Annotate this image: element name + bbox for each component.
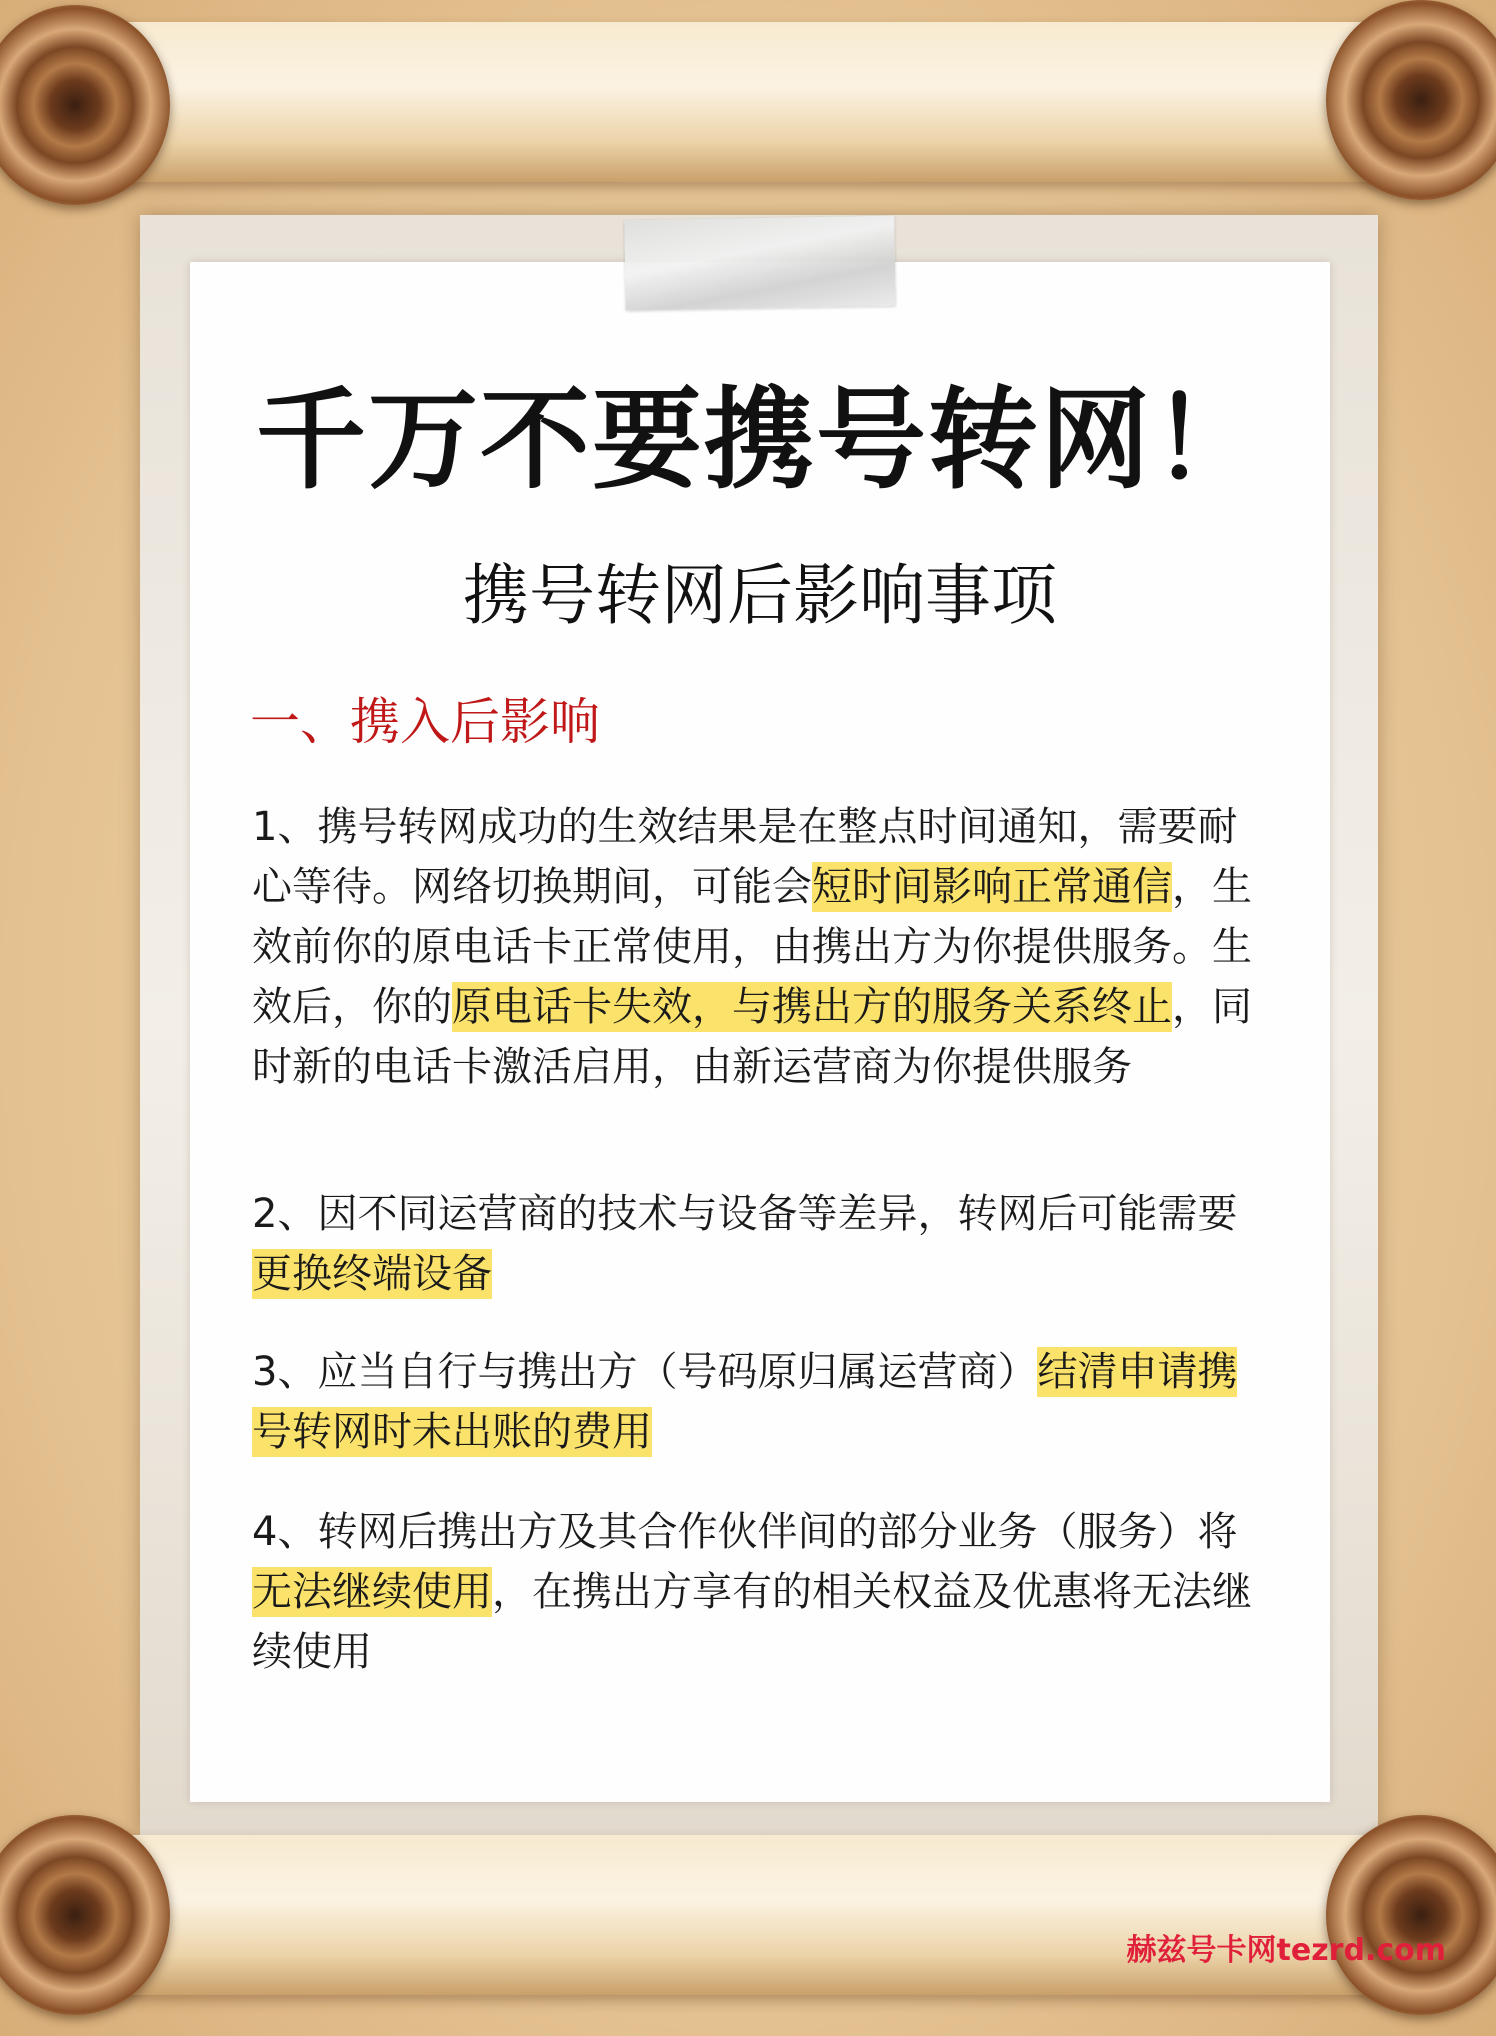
- page-title: 千万不要携号转网！: [256, 376, 1264, 504]
- page-subtitle: 携号转网后影响事项: [463, 557, 1057, 634]
- highlighted-text: 短时间影响正常通信: [812, 864, 1172, 910]
- highlighted-text: 更换终端设备: [252, 1251, 492, 1297]
- item-text: 2、因不同运营商的技术与设备等差异，转网后可能需要: [252, 1191, 1238, 1237]
- scroll-top-rod: [0, 0, 1496, 210]
- list-item-1: [252, 797, 1272, 1097]
- item-text: 4、转网后携出方及其合作伙伴间的部分业务（服务）将: [252, 1509, 1238, 1555]
- item-text: 3、应当自行与携出方（号码原归属运营商）: [252, 1349, 1038, 1395]
- item-text: ，生效前你的原电话卡正常使用，由携出方为你提供服务。生效后，你的: [252, 864, 1252, 1030]
- highlighted-text: 无法继续使用: [252, 1569, 492, 1615]
- scroll-bottom-rod: [0, 1805, 1496, 2015]
- scroll-top-rod-body: [40, 22, 1456, 182]
- scroll-bottom-rod-body: [40, 1835, 1456, 1995]
- list-item-4: [252, 1502, 1272, 1682]
- list-item-2: [252, 1184, 1272, 1304]
- section-heading: 一、携入后影响: [250, 693, 600, 751]
- list-item-3: [252, 1342, 1272, 1462]
- item-text: ，同时新的电话卡激活启用，由新运营商为你提供服务: [252, 984, 1252, 1090]
- watermark: 赫兹号卡网tezrd.com: [1126, 1933, 1446, 1968]
- highlighted-text: 原电话卡失效，与携出方的服务关系终止: [452, 984, 1172, 1030]
- item-text: 1、携号转网成功的生效结果是在整点时间通知，需要耐心等待。网络切换期间，可能会: [252, 804, 1238, 910]
- highlighted-text: 结清申请携号转网时未出账的费用: [252, 1349, 1238, 1455]
- item-text: ，在携出方享有的相关权益及优惠将无法继续使用: [252, 1569, 1252, 1675]
- tape-strip: [624, 216, 896, 311]
